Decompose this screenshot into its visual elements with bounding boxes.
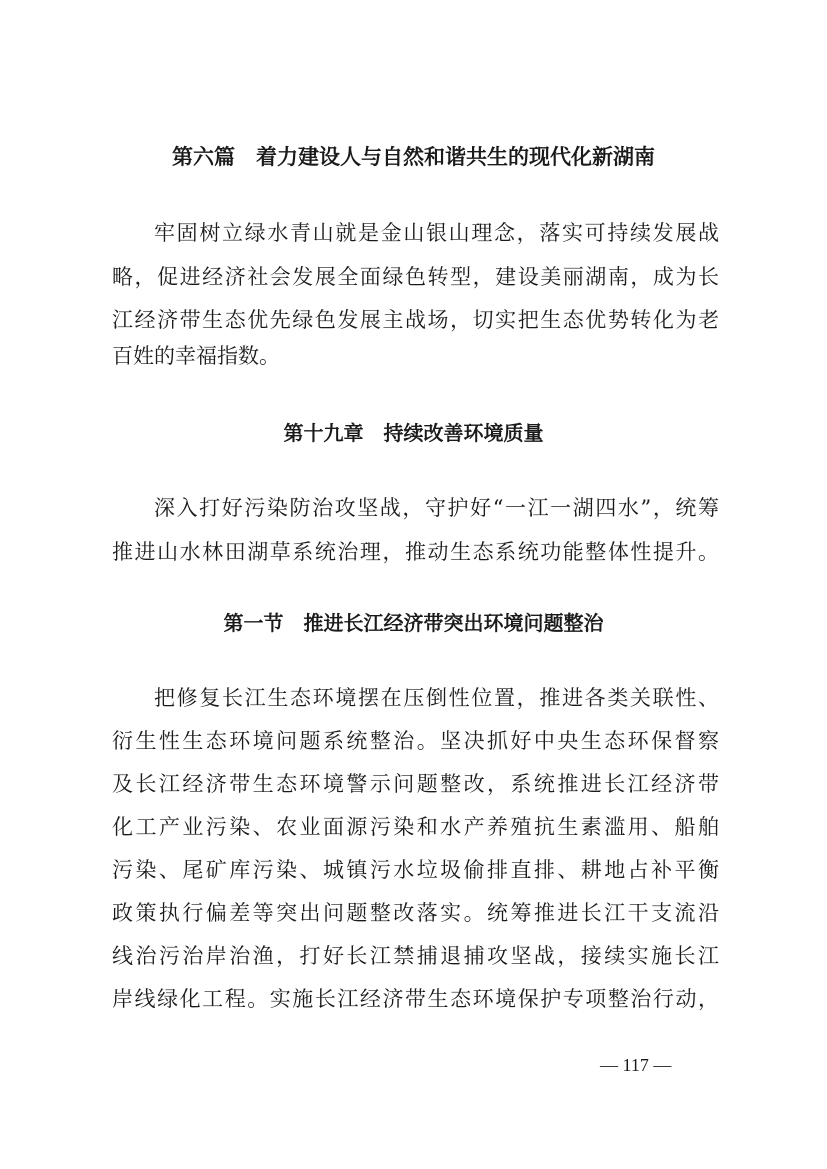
text-line: 把修复长江生态环境摆在压倒性位置，推进各类关联性、 [154, 686, 719, 710]
text-line: 政策执行偏差等突出问题整改落实。统筹推进长江干支流沿 [112, 901, 719, 925]
text-line: 线治污治岸治渔，打好长江禁捕退捕攻坚战，接续实施长江 [112, 944, 719, 968]
text-line: 牢固树立绿水青山就是金山银山理念，落实可持续发展战 [154, 221, 719, 245]
text-line: 污染、尾矿库污染、城镇污水垃圾偷排直排、耕地占补平衡 [112, 858, 719, 882]
chapter-title: 第十九章 持续改善环境质量 [283, 421, 544, 445]
page-number: — 117 — [600, 1055, 672, 1075]
text-line: 略，促进经济社会发展全面绿色转型，建设美丽湖南，成为长 [112, 265, 719, 289]
part-title: 第六篇 着力建设人与自然和谐共生的现代化新湖南 [172, 145, 655, 169]
section-title: 第一节 推进长江经济带突出环境问题整治 [223, 611, 604, 635]
text-line: 百姓的幸福指数。 [112, 344, 280, 368]
text-line: 化工产业污染、农业面源污染和水产养殖抗生素滥用、船舶 [112, 815, 719, 839]
text-line: 岸线绿化工程。实施长江经济带生态环境保护专项整治行动， [112, 987, 719, 1011]
text-line: 及长江经济带生态环境警示问题整改，系统推进长江经济带 [112, 772, 719, 796]
text-line: 深入打好污染防治攻坚战，守护好“一江一湖四水”，统筹 [154, 496, 719, 520]
text-line: 衍生性生态环境问题系统整治。坚决抓好中央生态环保督察 [112, 729, 719, 753]
text-line: 江经济带生态优先绿色发展主战场，切实把生态优势转化为老 [112, 308, 719, 332]
text-line: 推进山水林田湖草系统治理，推动生态系统功能整体性提升。 [112, 540, 719, 564]
